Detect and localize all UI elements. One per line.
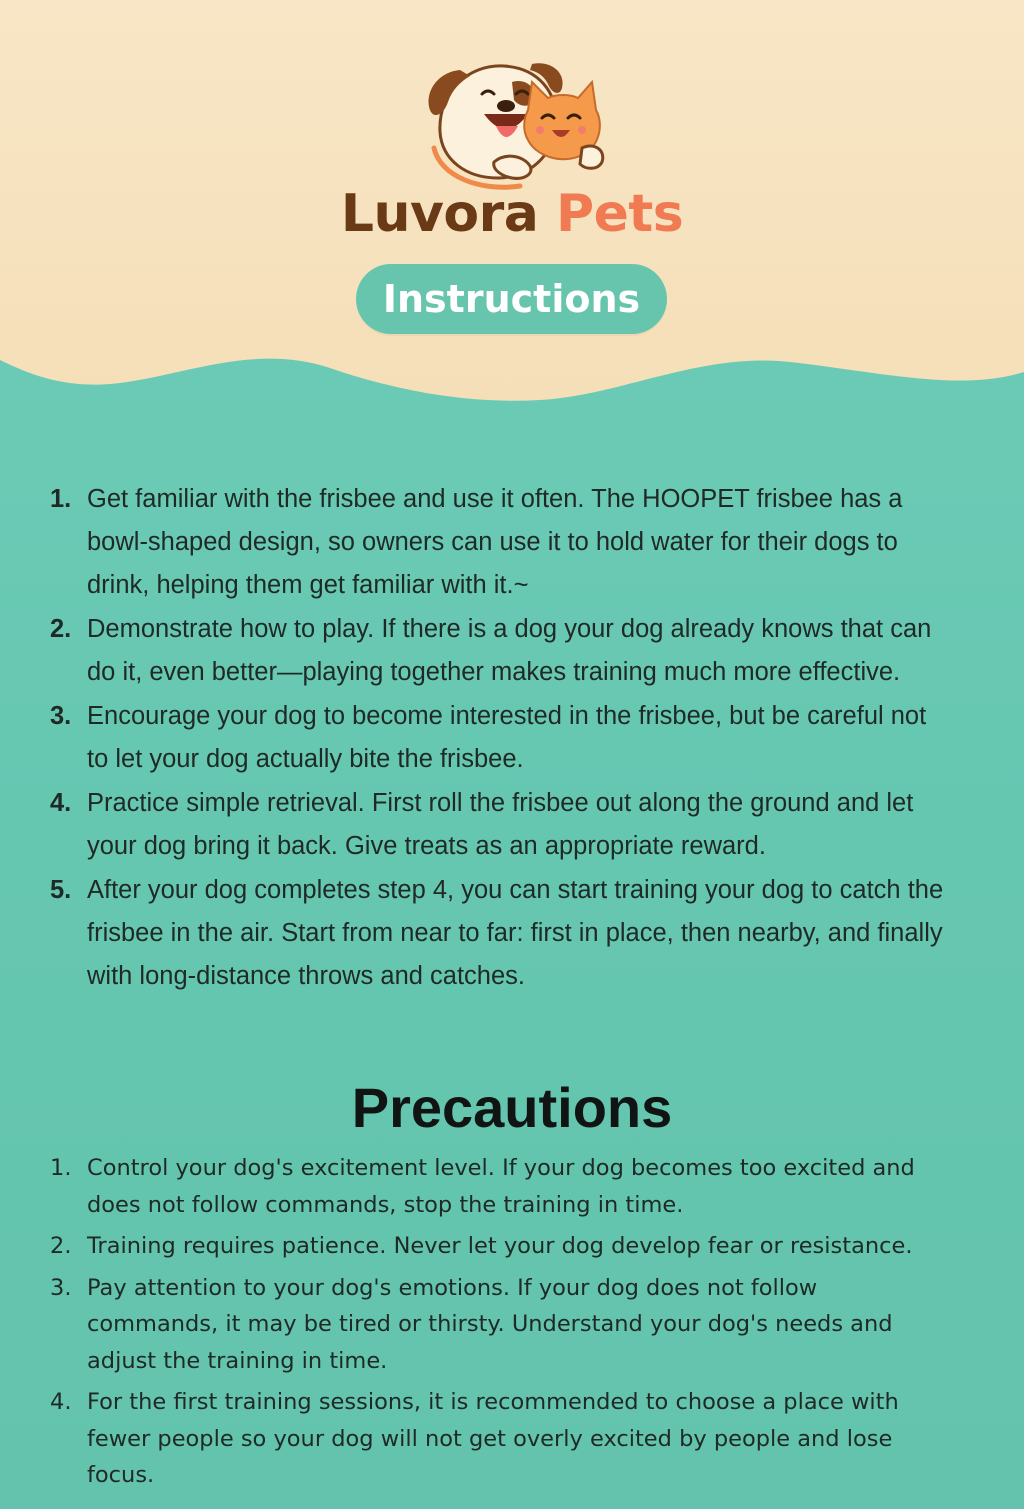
precautions-section: [0, 1150, 1024, 1499]
list-item-number: 5.: [50, 876, 72, 904]
list-item: [0, 1270, 1024, 1380]
precautions-list: [0, 1150, 1024, 1494]
header: [0, 0, 1024, 410]
list-item-text: After your dog completes step 4, you can start training your dog to catch the frisbee in the air. Start from near to far: first in place, then nearby, and finally with long-distance throws and catches.: [87, 876, 944, 990]
list-item: [0, 869, 1024, 998]
list-item-text: Control your dog's excitement level. If your dog becomes too excited and does not follow commands, stop the training in time.: [87, 1155, 915, 1218]
list-item-number: 4.: [50, 789, 72, 817]
instructions-list: [0, 478, 1024, 998]
list-item-number: 3.: [50, 702, 72, 730]
brand-name-part1: Luvora: [340, 184, 539, 244]
list-item-text: Pay attention to your dog's emotions. If your dog does not follow commands, it may be tired or thirsty. Understand your dog's needs and adjust the training in time.: [87, 1274, 893, 1374]
brand-logo-text: [0, 182, 1024, 246]
list-item-text: For the first training sessions, it is recommended to choose a place with fewer people so your dog will not get overly excited by people and lose focus.: [87, 1389, 899, 1488]
list-item-text: Practice simple retrieval. First roll the frisbee out along the ground and let your dog bring it back. Give treats as an appropriate reward.: [87, 789, 914, 860]
list-item: [0, 608, 1024, 694]
list-item: [0, 782, 1024, 868]
instructions-badge: Instructions: [356, 264, 667, 334]
list-item-number: 1.: [50, 485, 72, 513]
list-item: [0, 478, 1024, 607]
list-item-text: Get familiar with the frisbee and use it often. The HOOPET frisbee has a bowl-shaped design, so owners can use it to hold water for their dogs to drink, helping them get familiar with it.~: [87, 485, 903, 599]
list-item-text: Encourage your dog to become interested in the frisbee, but be careful not to let your dog actually bite the frisbee.: [87, 702, 927, 773]
list-item-text: Demonstrate how to play. If there is a dog your dog already knows that can do it, even better—playing together makes training much more effective.: [87, 615, 932, 686]
list-item-number: 1.: [50, 1155, 72, 1181]
precautions-title: Precautions: [351, 1076, 673, 1139]
brand-name-part2: Pets: [555, 184, 684, 244]
list-item-number: 4.: [50, 1389, 72, 1415]
instructions-section: [0, 478, 1024, 999]
list-item-text: Training requires patience. Never let your dog develop fear or resistance.: [87, 1233, 913, 1259]
list-item: [0, 1384, 1024, 1494]
list-item-number: 2.: [50, 1233, 72, 1259]
list-item-number: 2.: [50, 615, 72, 643]
list-item: [0, 1228, 1024, 1265]
list-item-number: 3.: [50, 1274, 72, 1301]
dog-and-cat-hug-icon: [420, 52, 610, 192]
list-item: [0, 1150, 1024, 1223]
list-item: [0, 695, 1024, 781]
